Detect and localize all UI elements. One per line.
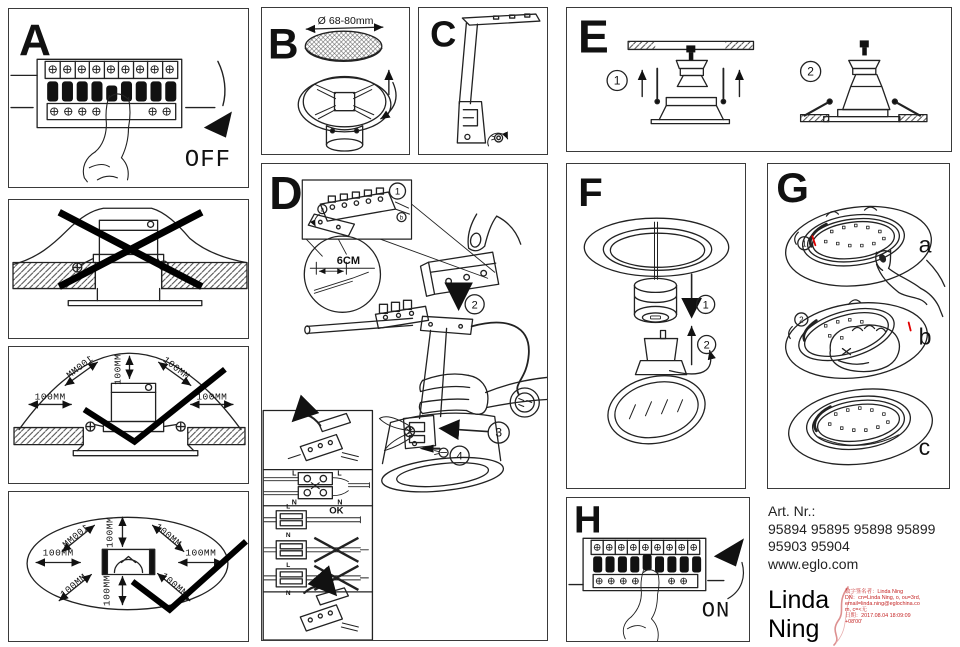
sub-c-label: c [918,433,931,460]
wire-l-label: L [286,561,291,569]
sub-b-label: b [918,323,932,350]
power-cable [472,323,529,395]
dim-label: 100MM [58,571,90,600]
signer-name [768,586,829,644]
dim-label: 100MM [42,547,74,559]
panel-clearance-side-view [8,346,249,484]
wire-n-label: N [285,531,291,539]
assembly-drawing [263,180,547,640]
panel-f-letter: F [578,170,603,216]
panel-e-spring-clips [566,7,952,152]
hand-finger-drawing [623,570,659,641]
panel-a-letter: A [19,16,51,66]
recessed-ring-drawing [380,413,505,497]
step-1-badge: 1 [394,186,401,198]
screw-icon [488,133,508,146]
article-info-block [768,503,958,573]
hand-drawing [419,374,546,414]
panel-no-insulation-cover [8,199,249,339]
finger-drawing [468,214,521,251]
step-2-badge: 2 [471,299,478,312]
wire-l-label: L [286,503,291,511]
hand-finger-drawing [83,94,130,182]
panel-c-letter: C [430,13,457,55]
panel-e-letter: E [578,10,609,63]
on-label: ON [701,598,731,624]
wire-n-label: N [285,589,291,597]
step-1-badge: 1 [613,73,621,88]
art-nr-label: Art. Nr.: [768,503,816,519]
panel-clearance-top-view [8,491,249,642]
signer-name-line2: Ning [768,615,820,643]
on-arrow-icon [714,538,744,598]
sub-b-badge: b [399,215,404,222]
led-dots [828,407,889,432]
step-2-badge: 2 [799,315,804,325]
hand-grip-drawing [876,250,945,316]
insulation-warning-drawing [13,208,247,305]
dim-label: 100MM [104,516,116,548]
cert-line: m, c=<无 [845,607,867,614]
off-arrow-icon [204,61,232,137]
art-numbers-line2: 95903 95904 [768,538,850,554]
panel-h-letter: H [574,498,602,542]
cert-line: 数字签名者：Linda Ning [845,589,904,595]
breaker-panel-drawing [569,538,744,641]
panel-c-bracket [418,7,548,155]
panel-f-insert-bulb [566,163,746,489]
panel-d-text [269,167,509,597]
art-numbers-line1: 95894 95895 95898 95899 [768,520,936,537]
clearance-side-drawing [14,353,245,455]
panel-g-insert-lamp [767,163,950,489]
step-1-badge: 1 [702,299,709,312]
dim-label: 100MM [158,570,190,599]
off-label: OFF [184,146,232,174]
mounting-bracket-drawing [457,14,540,146]
led-dots [824,224,885,247]
panel-h-power-on [566,497,750,642]
dim-label: 100MM [152,521,184,550]
dim-label: 100MM [101,575,113,607]
digital-signature-details [845,589,960,626]
step-badges [697,295,716,353]
step-4-badge: 4 [456,450,463,463]
signer-name-line1: Linda [768,586,830,614]
cert-line: +08'00' [845,619,863,626]
dim-label: 100MM [112,353,124,385]
dim-label: 100MM [196,391,228,403]
website-link: www.eglo.com [768,555,859,572]
clearance-side-labels [35,353,228,402]
dim-label: 100MM [34,391,66,403]
red-clip-mark [909,322,911,330]
step-badges [607,61,821,90]
step-1-badge: 1 [802,239,807,249]
wiring-subpanel [263,411,372,640]
step-3-badge: 3 [495,425,503,440]
cert-line: email=linda.ning@eglochina.co [845,601,920,608]
strip-length-label: 6CM [336,255,361,268]
step-2-badge: 2 [807,64,814,79]
dim-label: 100MM [160,354,192,383]
left-arrow-icon [443,429,488,432]
panel-b-letter: B [268,20,299,68]
cert-line: 日期：2017.08.04 18:09:09 [845,613,911,620]
cert-line: DN：cn=Linda Ning, o, ou=3rd, [845,595,921,602]
cross-out-x-mark [59,212,202,286]
dim-label: 100MM [185,547,217,559]
hole-size-drawing [298,27,396,151]
sub-a-badge: a [320,207,324,214]
breaker-switches [47,81,176,101]
panel-a-power-off [8,8,249,188]
insert-fixture-drawing [628,40,927,123]
e-slot-cutout [463,110,477,126]
wire-n-label: N [337,499,343,507]
panel-d-letter: D [269,167,303,220]
clearance-top-drawing [27,517,246,609]
wire-l-label: L [292,470,297,478]
ok-label: OK [329,505,344,517]
spring-clip-drawing [379,417,414,451]
panel-d-wiring-assembly [261,163,548,641]
wrong-wiring-x-marks [314,538,358,590]
wire-n-label: N [291,499,297,507]
sub-a-label: a [918,231,932,258]
dim-label-mirrored: 100MM [60,522,92,551]
wire-l-label: L [337,470,342,478]
panel-b-cut-hole [261,7,410,155]
panel-g-letter: G [776,164,810,212]
step-2-badge: 2 [703,339,710,352]
hole-diameter-label: Ø 68-80mm [317,15,374,28]
dim-label-mirrored: 100MM [64,353,96,382]
